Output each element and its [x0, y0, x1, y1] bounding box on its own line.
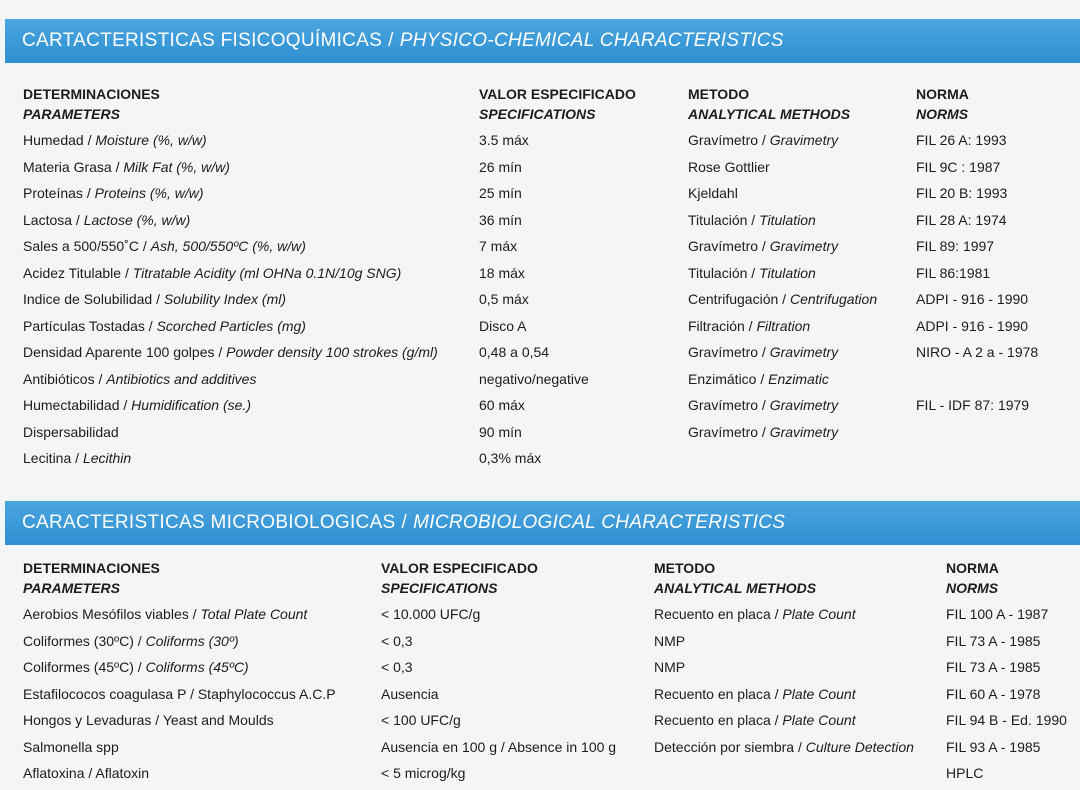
parameter-es: Proteínas /	[23, 185, 95, 201]
parameter-es: Lecitina /	[23, 450, 83, 466]
norm-cell: FIL 9C : 1987	[916, 158, 1001, 175]
parameter-es: Aflatoxina / Aflatoxin	[23, 765, 150, 781]
method-es: Filtración /	[688, 317, 757, 334]
norm-cell: ADPI - 916 - 1990	[916, 317, 1029, 334]
specification-cell: 0,5 máx	[479, 291, 529, 307]
microbiological-banner	[5, 501, 1080, 545]
parameter-cell	[23, 237, 306, 255]
method-cell	[654, 685, 856, 703]
banner-title-en: MICROBIOLOGICAL CHARACTERISTICS	[413, 512, 786, 533]
method-cell	[688, 158, 770, 176]
parameter-cell	[23, 131, 207, 149]
table-row	[0, 370, 1080, 396]
parameter-cell	[23, 632, 239, 650]
method-en: Gravimetry	[769, 344, 839, 360]
norm-cell: FIL 28 A: 1974	[916, 211, 1007, 228]
method-cell	[654, 632, 685, 650]
parameter-es: Densidad Aparente 100 golpes /	[23, 344, 227, 360]
parameter-en: Moisture (%, w/w)	[95, 132, 207, 148]
specification-cell: 36 mín	[479, 211, 522, 228]
parameter-cell	[23, 370, 256, 388]
parameter-en: Solubility Index (ml)	[163, 291, 287, 307]
parameter-en: Milk Fat (%, w/w)	[123, 158, 230, 175]
table-row	[0, 237, 1080, 263]
parameter-en: Humidification (se.)	[131, 397, 251, 413]
specification-cell: Ausencia en 100 g / Absence in 100 g	[381, 738, 617, 755]
method-en: Plate Count	[782, 606, 856, 622]
method-es: NMP	[654, 659, 686, 675]
method-en: Gravimetry	[769, 423, 839, 440]
header-specifications: VALOR ESPECIFICADO SPECIFICATIONS	[479, 86, 636, 122]
method-en: Filtration	[756, 317, 811, 334]
parameter-es: Aerobios Mesófilos viables /	[23, 606, 201, 622]
method-es: Kjeldahl	[688, 185, 738, 201]
parameter-en: Antibiotics and additives	[106, 370, 257, 387]
parameter-cell	[23, 290, 286, 308]
header-methods: METODO ANALYTICAL METHODS	[688, 86, 851, 122]
parameter-en: Total Plate Count	[200, 606, 308, 622]
parameter-en: Proteins (%, w/w)	[94, 185, 204, 201]
method-en: Gravimetry	[769, 397, 839, 413]
method-cell	[654, 605, 856, 623]
parameter-es: Coliformes (45ºC) /	[23, 659, 146, 675]
table-row	[0, 343, 1080, 369]
parameter-es: Indice de Solubilidad /	[23, 291, 164, 307]
table-row	[0, 290, 1080, 316]
parameter-es: Antibióticos /	[23, 370, 107, 387]
method-en: Enzimatic	[768, 370, 829, 387]
method-es: Gravímetro /	[688, 132, 770, 148]
specification-cell: 3.5 máx	[479, 132, 529, 148]
banner-separator: /	[401, 512, 408, 533]
parameter-es: Hongos y Levaduras / Yeast and Moulds	[23, 712, 274, 728]
header-norms: NORMA NORMS	[916, 86, 969, 122]
table-header	[0, 558, 1080, 598]
specification-cell: 25 mín	[479, 185, 522, 201]
parameter-es: Acidez Titulable /	[23, 264, 133, 281]
norm-cell: ADPI - 916 - 1990	[916, 291, 1029, 307]
parameter-es: Salmonella spp	[23, 738, 119, 755]
parameter-en: Ash, 500/550ºC (%, w/w)	[150, 238, 306, 254]
banner-title-en: PHYSICO-CHEMICAL CHARACTERISTICS	[399, 30, 784, 51]
parameter-cell	[23, 158, 230, 176]
parameter-es: Dispersabilidad	[23, 423, 119, 440]
specification-cell: 7 máx	[479, 238, 518, 254]
parameter-cell	[23, 317, 306, 335]
table-row	[0, 658, 1080, 684]
specification-cell: < 10.000 UFC/g	[381, 606, 481, 622]
header-parameters: DETERMINACIONES PARAMETERS	[23, 560, 160, 596]
table-row	[0, 184, 1080, 210]
parameter-cell	[23, 343, 438, 361]
table-row	[0, 211, 1080, 237]
parameter-cell	[23, 264, 401, 282]
parameter-cell	[23, 711, 274, 729]
specification-cell: 60 máx	[479, 397, 525, 413]
norm-cell: FIL 73 A - 1985	[946, 659, 1041, 675]
physico-chemical-banner	[5, 19, 1080, 63]
method-cell	[688, 237, 838, 255]
method-es: Recuento en placa /	[654, 685, 783, 702]
header-norms: NORMA NORMS	[946, 560, 999, 596]
method-es: Enzimático /	[688, 370, 769, 387]
table-row	[0, 685, 1080, 711]
table-row	[0, 264, 1080, 290]
method-es: Gravímetro /	[688, 238, 770, 254]
table-row	[0, 317, 1080, 343]
method-es: Detección por siembra /	[654, 738, 806, 755]
method-cell	[654, 658, 685, 676]
norm-cell: FIL 73 A - 1985	[946, 632, 1041, 649]
header-specifications: VALOR ESPECIFICADO SPECIFICATIONS	[381, 560, 538, 596]
parameter-en: Titratable Acidity (ml OHNa 0.1N/10g SNG)	[132, 264, 402, 281]
method-en: Titulation	[759, 211, 816, 228]
parameter-cell	[23, 738, 119, 756]
parameter-cell	[23, 449, 131, 467]
norm-cell: FIL 26 A: 1993	[916, 132, 1007, 148]
specification-cell: Ausencia	[381, 685, 439, 702]
specification-cell: < 0,3	[381, 659, 413, 675]
norm-cell: FIL 93 A - 1985	[946, 738, 1041, 755]
banner-title-es: CARACTERISTICAS MICROBIOLOGICAS	[22, 512, 396, 533]
method-en: Culture Detection	[805, 738, 914, 755]
parameter-cell	[23, 396, 251, 414]
method-cell	[654, 738, 914, 756]
specification-cell: 18 máx	[479, 264, 525, 281]
table-row	[0, 605, 1080, 631]
table-row	[0, 764, 1080, 790]
method-es: Gravímetro /	[688, 423, 770, 440]
method-cell	[688, 131, 838, 149]
method-cell	[688, 423, 838, 441]
specification-cell: negativo/negative	[479, 370, 589, 387]
specification-cell: 90 mín	[479, 423, 522, 440]
method-cell	[688, 317, 810, 335]
parameter-en: Powder density 100 strokes (g/ml)	[226, 344, 438, 360]
table-row	[0, 131, 1080, 157]
norm-cell: FIL 94 B - Ed. 1990	[946, 712, 1067, 728]
specification-cell: < 100 UFC/g	[381, 712, 461, 728]
method-cell	[688, 370, 829, 388]
method-en: Centrifugation	[789, 291, 878, 307]
parameter-cell	[23, 184, 204, 202]
method-es: Recuento en placa /	[654, 606, 783, 622]
method-cell	[654, 711, 856, 729]
method-es: Titulación /	[688, 264, 760, 281]
norm-cell: FIL 60 A - 1978	[946, 685, 1041, 702]
method-cell	[688, 264, 816, 282]
parameter-cell	[23, 685, 336, 703]
parameter-es: Materia Grasa /	[23, 158, 124, 175]
banner-separator: /	[388, 30, 394, 51]
header-methods: METODO ANALYTICAL METHODS	[654, 560, 817, 596]
method-en: Titulation	[759, 264, 816, 281]
parameter-cell	[23, 423, 119, 441]
parameter-cell	[23, 764, 149, 782]
parameter-es: Humectabilidad /	[23, 397, 132, 413]
method-cell	[688, 184, 738, 202]
table-row	[0, 632, 1080, 658]
method-en: Gravimetry	[769, 132, 839, 148]
norm-cell: NIRO - A 2 a - 1978	[916, 344, 1039, 360]
norm-cell: FIL - IDF 87: 1979	[916, 397, 1030, 413]
specification-cell: < 5 microg/kg	[381, 765, 466, 781]
method-es: Recuento en placa /	[654, 712, 783, 728]
parameter-es: Estafilococos coagulasa P / Staphylococcus A.C.P	[23, 685, 336, 702]
method-cell	[688, 396, 838, 414]
parameter-en: Coliforms (30º)	[145, 632, 239, 649]
norm-cell: FIL 100 A - 1987	[946, 606, 1049, 622]
method-es: NMP	[654, 632, 686, 649]
norm-cell: HPLC	[946, 765, 984, 781]
specification-cell: 0,48 a 0,54	[479, 344, 550, 360]
method-en: Gravimetry	[769, 238, 839, 254]
parameter-en: Coliforms (45ºC)	[145, 659, 249, 675]
banner-title-es: CARTACTERISTICAS FISICOQUÍMICAS	[22, 30, 383, 51]
method-es: Centrifugación /	[688, 291, 790, 307]
parameter-es: Coliformes (30ºC) /	[23, 632, 146, 649]
specification-cell: 26 mín	[479, 158, 522, 175]
parameter-en: Scorched Particles (mg)	[156, 317, 306, 334]
method-es: Titulación /	[688, 211, 760, 228]
norm-cell: FIL 86:1981	[916, 264, 991, 281]
table-row	[0, 158, 1080, 184]
parameter-cell	[23, 658, 249, 676]
parameter-es: Humedad /	[23, 132, 96, 148]
method-cell	[688, 211, 816, 229]
method-cell	[688, 343, 838, 361]
method-es: Rose Gottlier	[688, 158, 770, 175]
method-en: Plate Count	[782, 712, 856, 728]
norm-cell: FIL 20 B: 1993	[916, 185, 1008, 201]
method-es: Gravímetro /	[688, 344, 770, 360]
parameter-cell	[23, 605, 307, 623]
method-en: Plate Count	[782, 685, 856, 702]
method-cell	[688, 290, 877, 308]
parameter-en: Lecithin	[82, 450, 132, 466]
parameter-cell	[23, 211, 190, 229]
table-row	[0, 738, 1080, 764]
table-row	[0, 423, 1080, 449]
norm-cell: FIL 89: 1997	[916, 238, 995, 254]
specification-cell: Disco A	[479, 317, 527, 334]
specification-cell: 0,3% máx	[479, 450, 542, 466]
specification-cell: < 0,3	[381, 632, 413, 649]
parameter-es: Lactosa /	[23, 211, 84, 228]
header-parameters: DETERMINACIONES PARAMETERS	[23, 86, 160, 122]
table-row	[0, 711, 1080, 737]
method-es: Gravímetro /	[688, 397, 770, 413]
table-header	[0, 84, 1080, 124]
table-row	[0, 449, 1080, 475]
parameter-es: Partículas Tostadas /	[23, 317, 157, 334]
table-row	[0, 396, 1080, 422]
parameter-en: Lactose (%, w/w)	[83, 211, 191, 228]
parameter-es: Sales a 500/550˚C /	[23, 238, 151, 254]
